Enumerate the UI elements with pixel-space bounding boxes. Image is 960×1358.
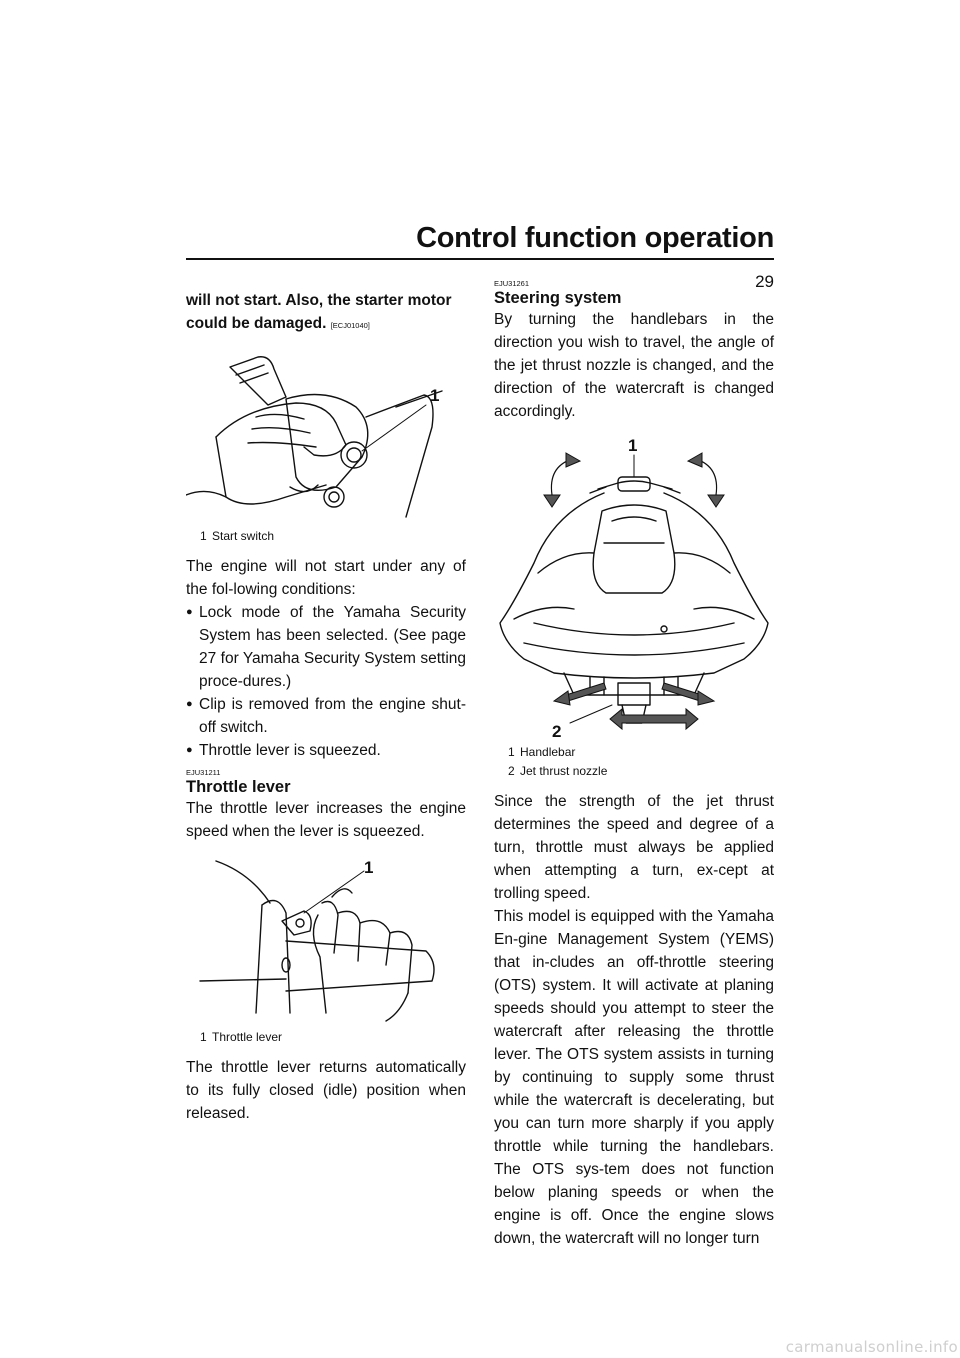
figure-caption: 1 Throttle lever [200, 1030, 283, 1044]
figure-caption: 2 Jet thrust nozzle [508, 764, 608, 778]
callout-number: 2 [552, 722, 562, 738]
start-switch-illustration [186, 347, 466, 522]
page-number: 29 [755, 272, 774, 291]
conditions-intro: The engine will not start under any of the fol-lowing conditions: [186, 558, 466, 598]
section-code: EJU31261 [494, 279, 530, 288]
figure-steering-system [494, 433, 774, 738]
figure-throttle-lever [186, 853, 466, 1023]
section-code: EJU31211 [186, 768, 221, 777]
callout-number: 1 [430, 386, 440, 405]
watermark: carmanualsonline.info [785, 1338, 958, 1356]
watercraft-illustration [494, 433, 774, 738]
callout-number: 1 [628, 436, 638, 455]
yems-text: This model is equipped with the Yamaha En-gine Management System (YEMS) that in-cludes an off-throttle steering (OTS) system. It will activate at planing speeds should you attempt to steer the watercraft after releasing the throttle lever. The OTS system assists in turning by continuing to supply some thrust while the watercraft is decelerating, but you can turn more sharply if you apply throttle while turning the handlebars. The OTS sys-tem does not function below planing speeds or when the engine is off. Once the engine slows down, the watercraft will no longer turn [494, 908, 774, 1247]
jet-thrust-text: Since the strength of the jet thrust determines the speed and degree of a turn, throttle must always be applied when attempting a turn, ex-cept at trolling speed. [494, 793, 774, 902]
header-rule [186, 258, 774, 260]
right-column [494, 273, 774, 1250]
section-title-throttle: Throttle lever [186, 778, 291, 796]
figure-start-switch [186, 347, 466, 522]
throttle-return-text: The throttle lever returns automatically to its fully closed (idle) position when released. [186, 1059, 466, 1122]
conditions-list [186, 601, 466, 762]
warning-code: [ECJ01040] [330, 321, 370, 330]
left-column [186, 289, 466, 1125]
page-header-title: Control function operation [416, 222, 774, 254]
list-item: ● Clip is removed from the engine shut-off switch. [186, 693, 466, 739]
steering-text: By turning the handlebars in the direction you wish to travel, the angle of the jet thrust nozzle is changed, and the direction of the watercraft is changed accordingly. [494, 311, 774, 420]
warning-text: will not start. Also, the starter motor could be damaged. [ECJ01040] [186, 292, 452, 332]
figure-caption: 1 Handlebar [508, 745, 576, 759]
throttle-lever-illustration [186, 853, 466, 1023]
section-title-steering: Steering system [494, 289, 622, 307]
list-item: ● Lock mode of the Yamaha Security System has been selected. (See page 27 for Yamaha Security System setting proce-dures.) [186, 601, 466, 693]
throttle-text: The throttle lever increases the engine speed when the lever is squeezed. [186, 800, 466, 840]
figure-caption: 1 Start switch [200, 529, 275, 543]
list-item: ● Throttle lever is squeezed. [186, 739, 466, 762]
callout-number: 1 [364, 858, 374, 877]
